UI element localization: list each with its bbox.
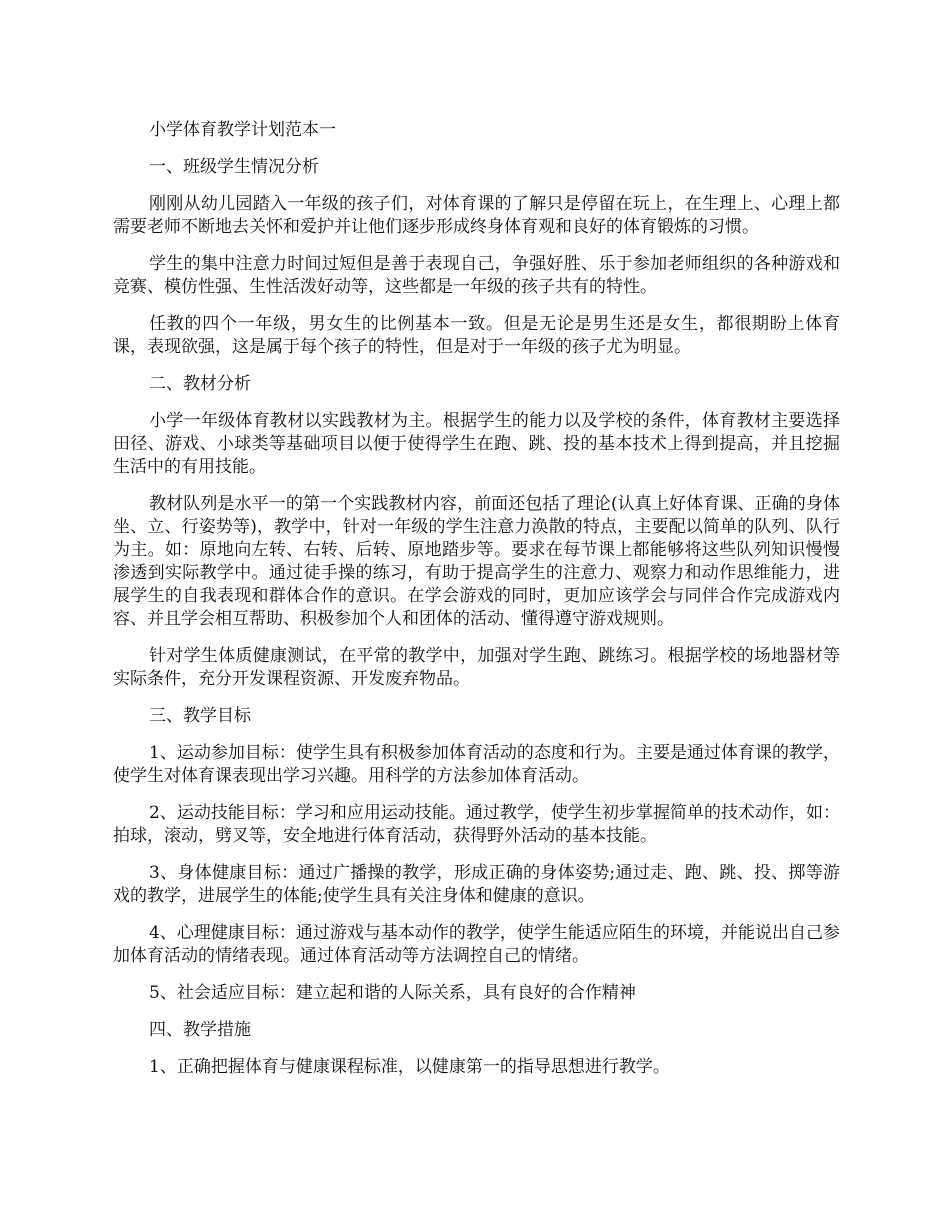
- paragraph-materials-2: 教材队列是水平一的第一个实践教材内容，前面还包括了理论(认真上好体育课、正确的身体坐、立、行姿势等)，教学中，针对一年级的学生注意力涣散的特点，主要配以简单的队列、队行为主。如：原地向左转、右转、后转、原地踏步等。要求在每节课上都能够将这些队列知识慢慢渗透到实际教学中。通过徒手操的练习，有助于提高学生的注意力、观察力和动作思维能力，进展学生的自我表现和群体合作的意识。在学会游戏的同时，更加应该学会与同伴合作完成游戏内容、并且学会相互帮助、积极参加个人和团体的活动、懂得遵守游戏规则。: [113, 494, 840, 629]
- document-title: 小学体育教学计划范本一: [149, 120, 336, 140]
- section-heading-goals: 三、教学目标: [149, 706, 251, 726]
- paragraph-class-analysis-3: 任教的四个一年级，男女生的比例基本一致。但是无论是男生还是女生，都很期盼上体育课，表现欲强，这是属于每个孩子的特性，但是对于一年级的孩子尤为明显。: [113, 314, 840, 357]
- section-heading-measures: 四、教学措施: [149, 1020, 251, 1040]
- goal-item-1: 1、运动参加目标：使学生具有积极参加体育活动的态度和行为。主要是通过体育课的教学，使学生对体育课表现出学习兴趣。用科学的方法参加体育活动。: [113, 743, 840, 786]
- goal-item-4: 4、心理健康目标：通过游戏与基本动作的教学，使学生能适应陌生的环境，并能说出自己参加体育活动的情绪表现。通过体育活动等方法调控自己的情绪。: [113, 923, 840, 966]
- section-heading-materials: 二、教材分析: [149, 374, 251, 394]
- paragraph-class-analysis-1: 刚刚从幼儿园踏入一年级的孩子们，对体育课的了解只是停留在玩上，在生理上、心理上都需要老师不断地去关怀和爱护并让他们逐步形成终身体育观和良好的体育锻炼的习惯。: [113, 194, 840, 237]
- section-heading-class-analysis: 一、班级学生情况分析: [149, 157, 319, 177]
- paragraph-class-analysis-2: 学生的集中注意力时间过短但是善于表现自己，争强好胜、乐于参加老师组织的各种游戏和竞赛、模仿性强、生性活泼好动等，这些都是一年级的孩子共有的特性。: [113, 254, 840, 297]
- goal-item-3: 3、身体健康目标：通过广播操的教学，形成正确的身体姿势;通过走、跑、跳、投、掷等游戏的教学，进展学生的体能;使学生具有关注身体和健康的意识。: [113, 863, 840, 906]
- measure-item-1: 1、正确把握体育与健康课程标准，以健康第一的指导思想进行教学。: [149, 1057, 670, 1077]
- paragraph-materials-1: 小学一年级体育教材以实践教材为主。根据学生的能力以及学校的条件，体育教材主要选择田径、游戏、小球类等基础项目以便于使得学生在跑、跳、投的基本技术上得到提高，并且挖掘生活中的有用技能。: [113, 411, 840, 477]
- goal-item-2: 2、运动技能目标：学习和应用运动技能。通过教学，使学生初步掌握简单的技术动作，如：拍球，滚动，劈叉等，安全地进行体育活动，获得野外活动的基本技能。: [113, 803, 840, 846]
- document-page: [113, 119, 840, 1093]
- paragraph-materials-3: 针对学生体质健康测试，在平常的教学中，加强对学生跑、跳练习。根据学校的场地器材等实际条件，充分开发课程资源、开发废弃物品。: [113, 646, 840, 689]
- goal-item-5: 5、社会适应目标：建立起和谐的人际关系，具有良好的合作精神: [149, 983, 636, 1003]
